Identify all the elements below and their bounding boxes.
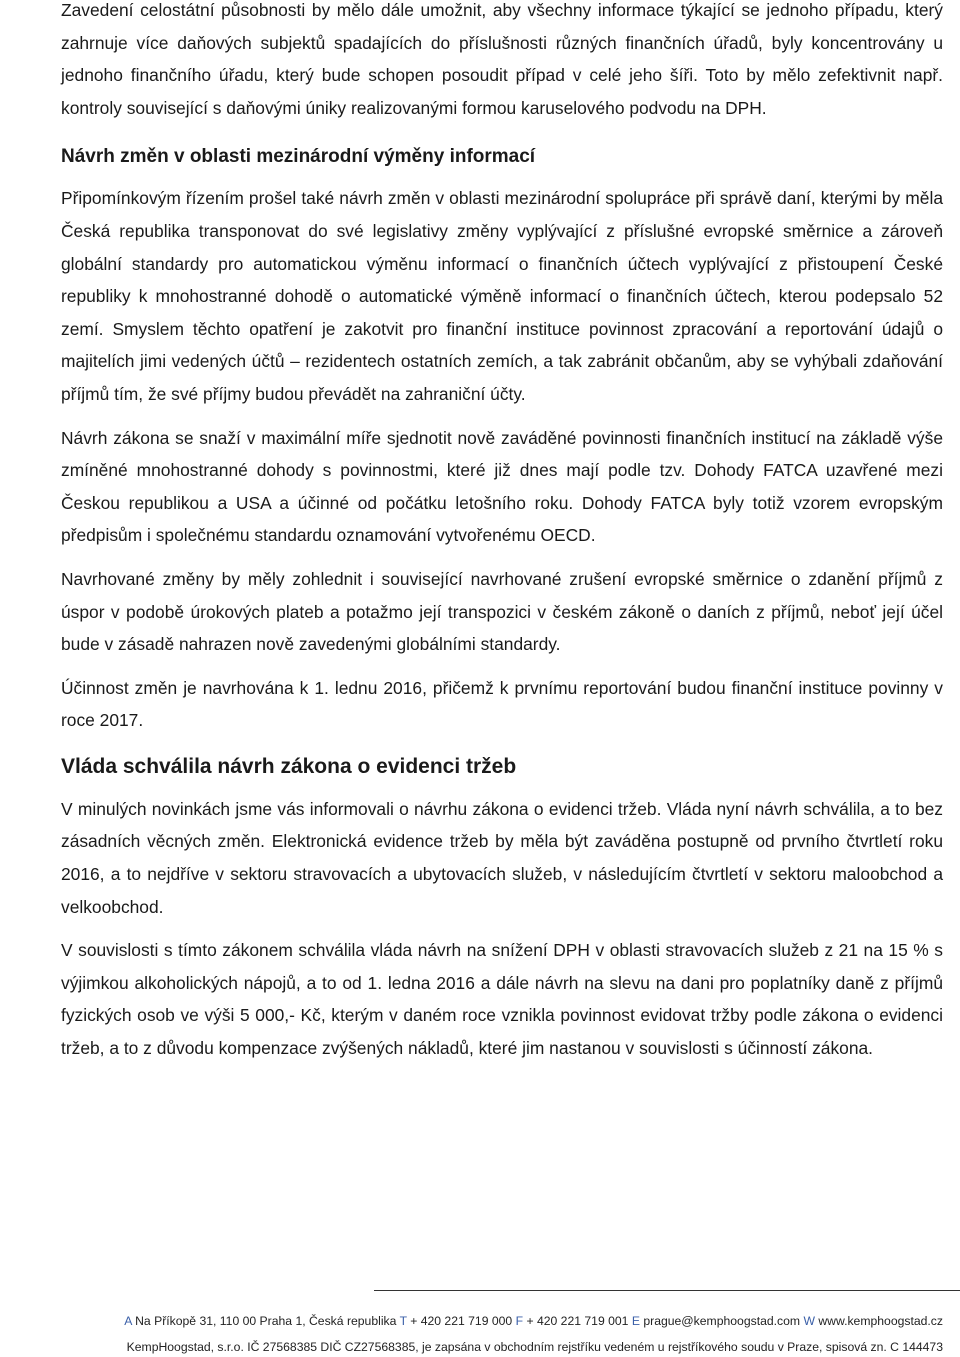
footer-fax: + 420 221 719 001: [526, 1314, 629, 1328]
paragraph: Návrh zákona se snaží v maximální míře sjednotit nově zaváděné povinnosti finančních institucí na základě výše zmíněné mnohostranné dohody s povinnostmi, které již dnes mají podle tzv. Dohody FATCA uzavřené mezi Českou republikou a USA a účinné od počátku letošního roku. Dohody FATCA byly totiž vzorem evropským předpisům i společnému standardu oznamování vytvořenému OECD.: [61, 427, 943, 546]
fax-label: F: [515, 1314, 524, 1328]
footer-contact-line: [0, 1314, 960, 1328]
footer-registration-line: KempHoogstad, s.r.o. IČ 27568385 DIČ CZ27568385, je zapsána v obchodním rejstříku vedeném u rejstříkového soudu v Praze, spisová zn. C 144473: [126, 1340, 943, 1354]
paragraph: Účinnost změn je navrhována k 1. lednu 2016, přičemž k prvnímu reportování budou finanční instituce povinny v roce 2017.: [61, 677, 943, 731]
intro-paragraph: Zavedení celostátní působnosti by mělo dále umožnit, aby všechny informace týkající se jednoho případu, který zahrnuje více daňových subjektů spadajících do příslušnosti různých finančních úřadů, byly koncentrovány u jednoho finančního úřadu, který bude schopen posoudit případ v celé jeho šíři. Toto by mělo zefektivnit např. kontroly související s daňovými úniky realizovanými formou karuselového podvodu na DPH.: [61, 0, 943, 118]
section-heading-information-exchange: Návrh změn v oblasti mezinárodní výměny informací: [61, 146, 536, 168]
paragraph: Navrhované změny by měly zohlednit i související navrhované zrušení evropské směrnice o zdanění příjmů z úspor v podobě úrokových plateb a potažmo její transpozici v českém zákoně o daních z příjmů, neboť její účel bude v zásadě nahrazen nově zavedenými globálními standardy.: [61, 568, 943, 655]
address-label: A: [124, 1314, 132, 1328]
paragraph: Připomínkovým řízením prošel také návrh změn v oblasti mezinárodní spolupráce při správě daní, kterými by měla Česká republika transponovat do své legislativy změny vyplývající z příslušné evropské směrnice a zároveň globální standardy pro automatickou výměnu informací o finančních účtech vyplývající z přistoupení České republiky k mnohostranné dohodě o automatické výměně informací o finančních účtech, kterou podepsalo 52 zemí. Smyslem těchto opatření je zakotvit pro finanční instituce povinnost zpracování a reportování údajů o majitelích jimi vedených účtů – rezidentech ostatních zemích, a tak zabránit občanům, aby se vyhýbali zdaňování příjmů tím, že své příjmy budou převádět na zahraniční účty.: [61, 188, 943, 404]
section-heading-sales-records: Vláda schválila návrh zákona o evidenci tržeb: [61, 754, 517, 778]
web-label: W: [803, 1314, 815, 1328]
footer-web-link[interactable]: www.kemphoogstad.cz: [818, 1314, 943, 1328]
email-label: E: [631, 1314, 640, 1328]
paragraph: V minulých novinkách jsme vás informovali o návrhu zákona o evidenci tržeb. Vláda nyní návrh schválila, a to bez zásadních věcných změn. Elektronická evidence tržeb by měla být zaváděna postupně od prvního čtvrtletí roku 2016, a to nejdříve v sektoru stravovacích a ubytovacích služeb, v následujícím čtvrtletí v sektoru maloobchod a velkoobchod.: [61, 798, 943, 917]
phone-label: T: [399, 1314, 407, 1328]
footer-divider: [374, 1290, 960, 1291]
footer-address: Na Příkopě 31, 110 00 Praha 1, Česká republika: [135, 1314, 397, 1328]
document-body: [61, 0, 943, 1065]
footer-phone: + 420 221 719 000: [410, 1314, 513, 1328]
paragraph: V souvislosti s tímto zákonem schválila vláda návrh na snížení DPH v oblasti stravovacích služeb z 21 na 15 % s výjimkou alkoholických nápojů, a to od 1. ledna 2016 a dále návrh na slevu na dani pro poplatníky daně z příjmů fyzických osob ve výši 5 000,- Kč, kterým v daném roce vznikla povinnost evidovat tržby podle zákona o evidenci tržeb, a to z důvodu kompenzace zvýšených nákladů, které jim nastanou v souvislosti s účinností zákona.: [61, 940, 943, 1059]
footer-email-link[interactable]: prague@kemphoogstad.com: [643, 1314, 801, 1328]
